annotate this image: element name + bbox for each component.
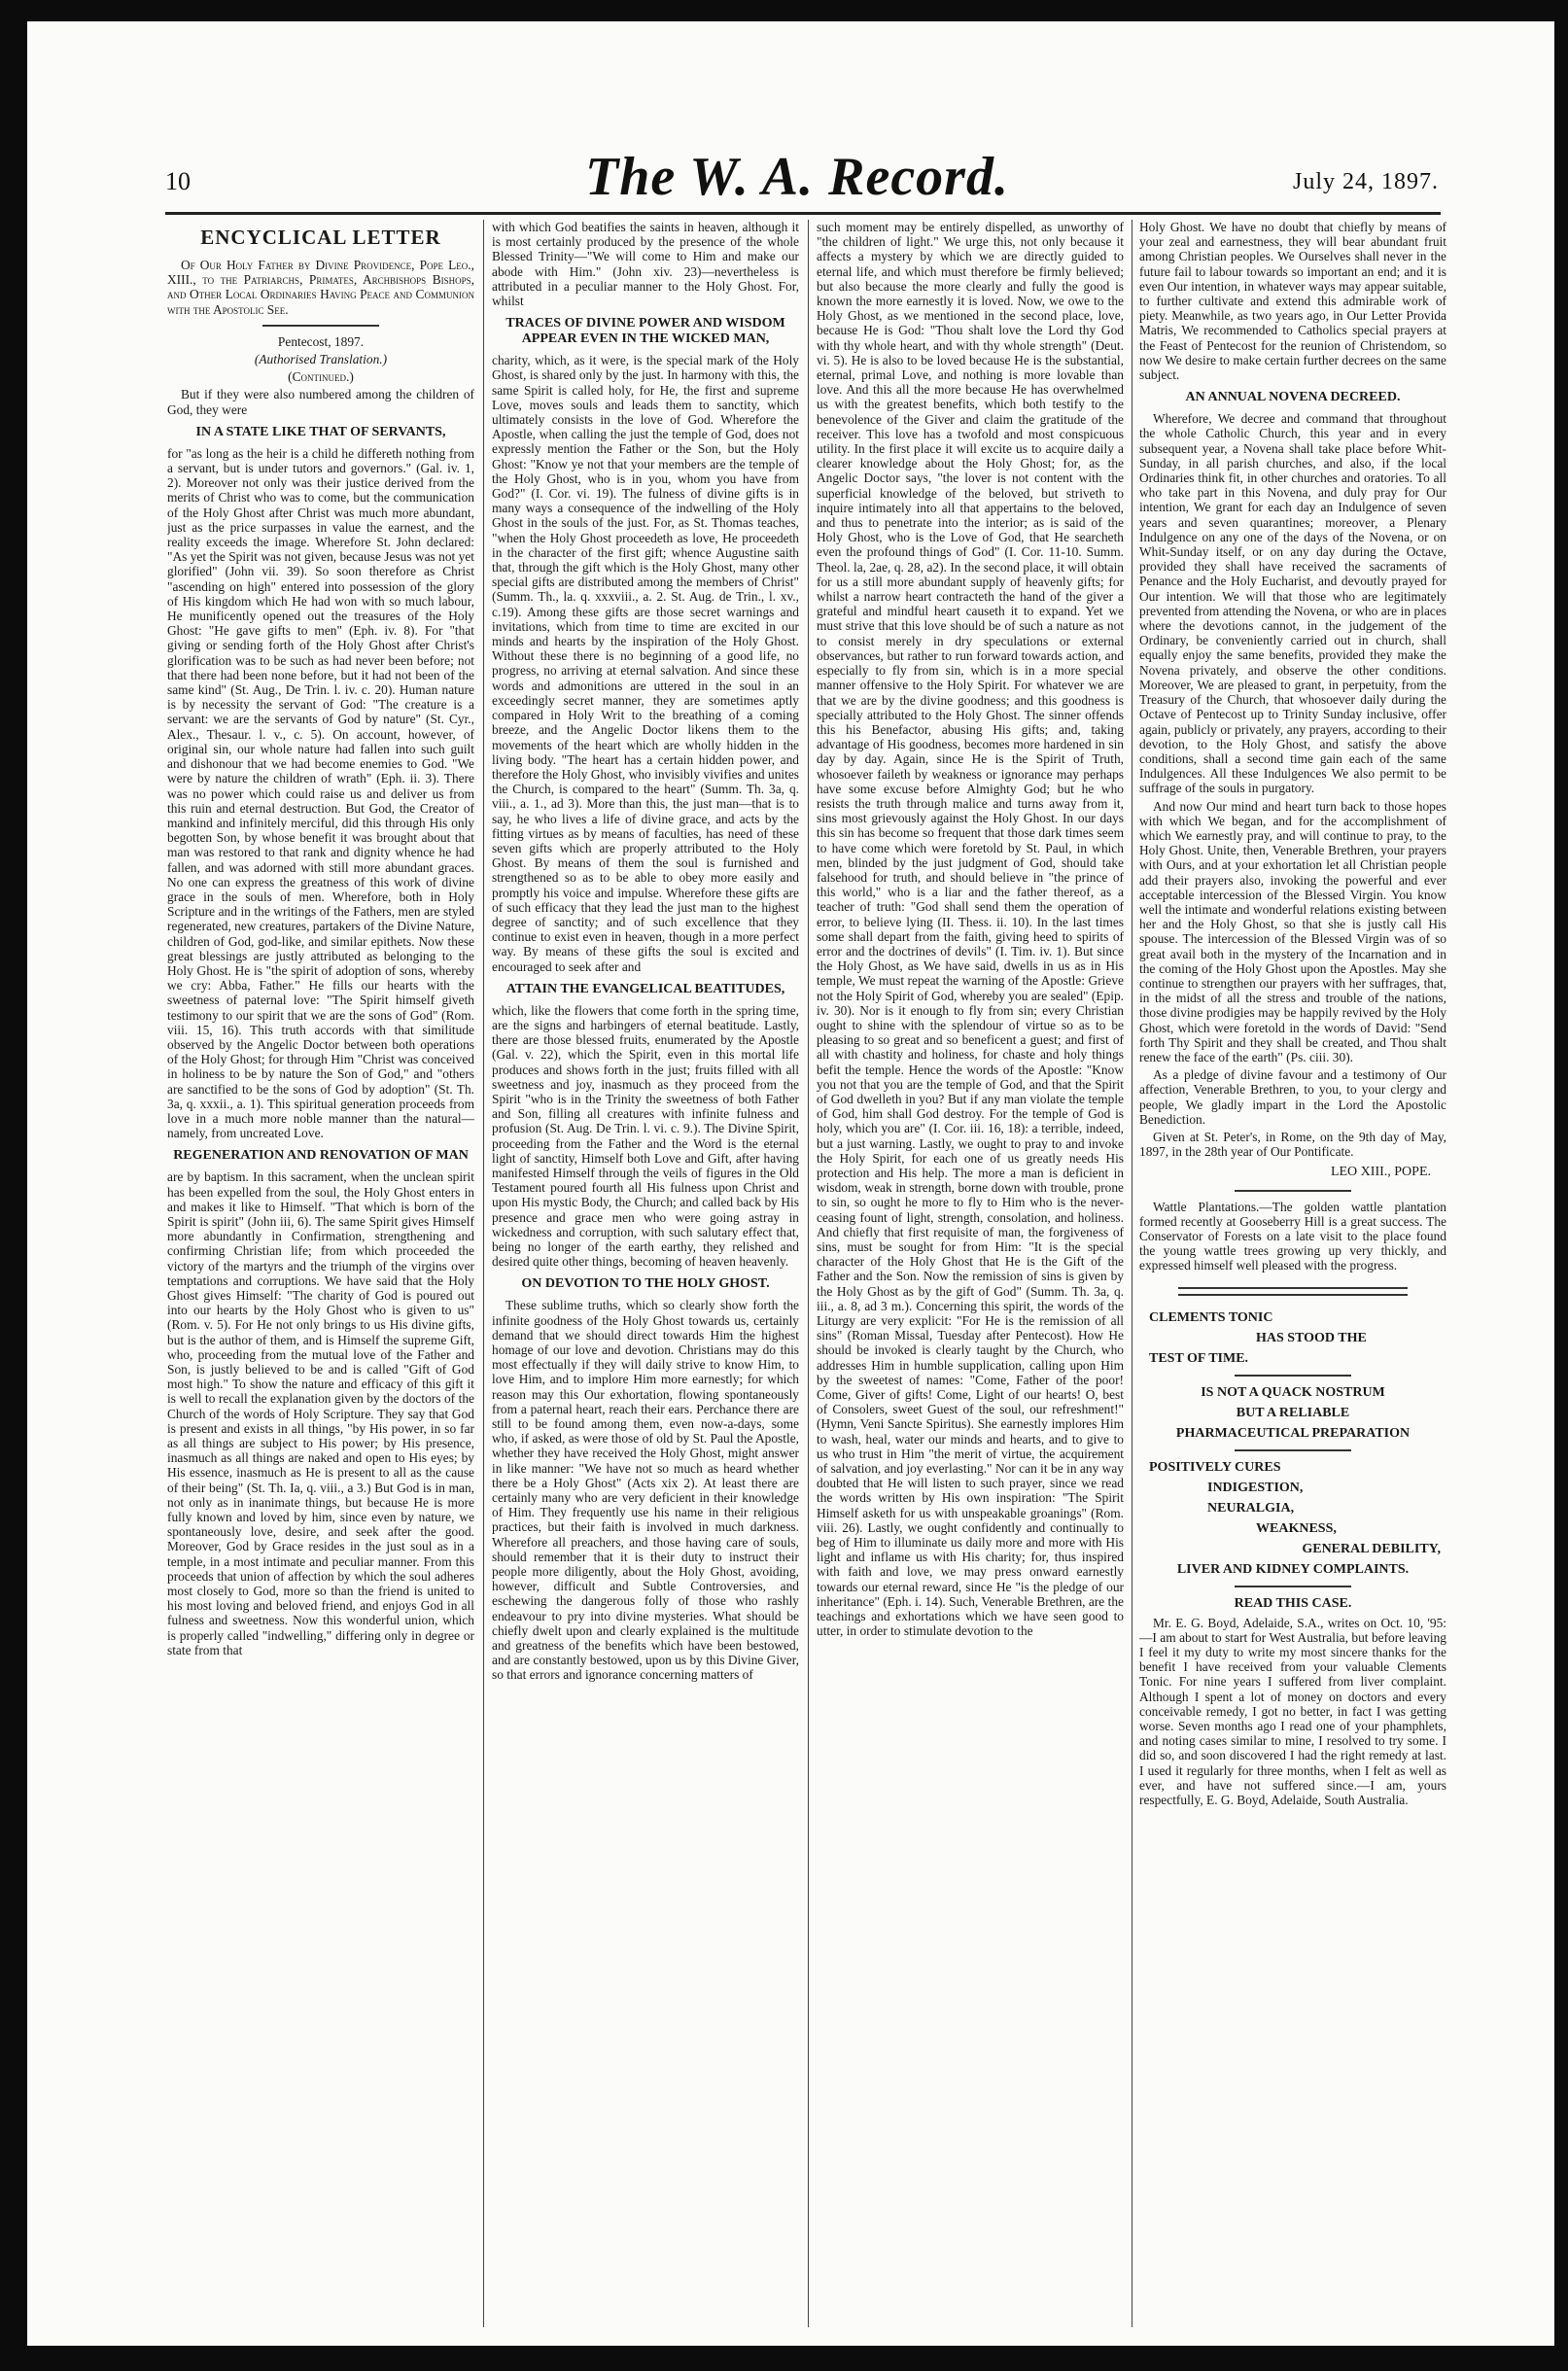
ad-line: PHARMACEUTICAL PREPARATION [1175,1425,1411,1441]
paragraph: charity, which, as it were, is the special mark of the Holy Ghost, is shared only by the just. In harmony with this, the same Spirit is called holy, for He, the first and supreme Love, moves souls and leads them to sanctity, which ultimately consists in the love of God. Wherefore the Apostle, when calling the just the temple of God, does not expressly mention the Father or the Son, but the Holy Ghost: "Know ye not that your members are the temple of the Holy Ghost, who is in you, whom you have from God?" (I. Cor. vi. 19). The fulness of divine gifts is in many ways a consequence of the indwelling of the Holy Ghost in the souls of the just. For, as St. Thomas teaches, "when the Holy Ghost proceedeth as love, He proceedeth in the character of the first gift; whence Augustine saith that, through the gift which is the Holy Ghost, many other special gifts are distributed among the members of Christ" (Summ. Th., la. q. xxxviii., a. 2. St. Aug. de Trin., l. xv., c.19). Among these gifts are those secret warnings and invitations, which from time to time are excited in our minds and hearts by the inspiration of the Holy Ghost. Without these there is no beginning of a good life, no progress, no arriving at eternal salvation. And since these words and admonitions are uttered in the soul in an exceedingly secret manner, they are sometimes aptly compared in Holy Writ to the breathing of a coming breeze, and the Angelic Doctor likens them to the movements of the heart which are wholly hidden in the living body. "The heart has a certain hidden power, and therefore the Holy Ghost, who invisibly vivifies and unites the Church, is compared to the heart" (Summ. Th. 3a, q. viii., a. 1., ad 3). More than this, the just man—that is to say, he who lives a life of divine grace, and acts by the fitting virtues as by means of faculties, has need of these seven gifts which are properly attributed to the Holy Ghost. By means of them the soul is furnished and strengthened so as to be able to obey more easily and promptly his voice and impulse. Wherefore these gifts are of such efficacy that they lead the just man to the highest degree of sanctity; and of such excellence that they continue to exist even in heaven, though in a more perfect way. By means of these gifts the soul is excited and encouraged to seek after and [492,353,799,974]
subheading: TRACES OF DIVINE POWER AND WISDOM APPEAR EVEN IN THE WICKED MAN, [505,316,785,347]
scan-border-left [0,0,27,2371]
ad-line: READ THIS CASE. [1234,1595,1352,1611]
paragraph: for "as long as the heir is a child he differeth nothing from a servant, but is under tutors and governors." (Gal. iv. 1, 2). Moreover not only was their justice derived from the merits of Christ who was to come, but the communication of the Holy Ghost after Christ was much more abundant, just as the price surpasses in value the earnest, and the reality exceeds the image. Wherefore St. John declared: "As yet the Spirit was not given, because Jesus was not yet glorified" (John vii. 39). So soon therefore as Christ "ascending on high" entered into possession of the glory of His kingdom which He had won with so much labour, He munificently opened out the treasures of the Holy Ghost: "He gave gifts to men" (Eph. iv. 8). For "that giving or sending forth of the Holy Ghost after Christ's glorification was to be such as had never been before; not that there had been none before, but it had not been of the same kind" (St. Aug., De Trin. l. iv. c. 20). Human nature is by necessity the servant of God: "The creature is a servant: we are the servants of God by nature" (St. Cyr., Alex., Thesaur. l. v., c. 5). On account, however, of original sin, our whole nature had fallen into such guilt and dishonour that we had become enemies to God. "We were by nature the children of wrath" (Eph. ii. 3). There was no power which could raise us and deliver us from this ruin and eternal destruction. But God, the Creator of mankind and infinitely merciful, did this through His only begotten Son, by whose benefit it was brought about that man was restored to that rank and dignity whence he had fallen, and was adorned with still more abundant graces. No one can express the greatness of this work of divine grace in the souls of men. Wherefore, both in Holy Scripture and in the writings of the Fathers, men are styled regenerated, new creatures, partakers of the Divine Nature, children of God, god-like, and similar epithets. Now these great blessings are justly attributed as belonging to the Holy Ghost. He is "the spirit of adoption of sons, whereby we cry: Abba, Father." He fills our hearts with the sweetness of paternal love: "The Spirit himself giveth testimony to our spirit that we are the sons of God" (Rom. viii. 15, 16). This truth accords with that similitude observed by the Angelic Doctor between both operations of the Holy Ghost; for through Him "Christ was conceived in holiness to be by nature the Son of God," and "others are sanctified to be the sons of God by adoption" (St. Th. 3a, q. xxxii., a. 1). This spiritual generation proceeds from love in a much more noble manner than the natural—namely, from uncreated Love. [167,445,474,1141]
column-3 [817,220,1124,2329]
divider [1235,1586,1351,1587]
ad-line: GENERAL DEBILITY, [1302,1541,1441,1556]
ad-line: LIVER AND KIDNEY COMPLAINTS. [1176,1561,1410,1577]
double-rule [1178,1287,1408,1296]
testimonial: Mr. E. G. Boyd, Adelaide, S.A., writes on Oct. 10, '95:—I am about to start for West Australia, but before leaving I feel it my duty to write my most sincere thanks for the benefit I have received from your valuable Clements Tonic. For nine years I suffered from liver complaint. Although I spent a lot of money on doctors and every conceivable remedy, I got no better, in fact I was getting worse. Seven months ago I read one of your phamphlets, and noting cases similar to mine, I resolved to try some. I did so, and soon discovered I had the right remedy at last. I used it regularly for three months, when I felt as well as ever, and have not suffered since.—I am, yours respectfully, E. G. Boyd, Adelaide, South Australia. [1139,1615,1446,1808]
subheading: IN A STATE LIKE THAT OF SERVANTS, [195,424,446,439]
column-4 [1139,220,1446,2329]
column-divider [808,220,809,2327]
scan-border-top [0,0,1568,21]
ad-line: WEAKNESS, [1256,1520,1337,1536]
ad-line: HAS STOOD THE [1256,1330,1367,1345]
paragraph: are by baptism. In this sacrament, when the unclean spirit has been expelled from the soul, the Holy Ghost enters in and makes it like to Himself. "That which is born of the Spirit is spirit" (John iii, 6). The same Spirit gives Himself more abundantly in Confirmation, strengthening and confirming Christian life; from which proceeded the victory of the martyrs and the triumph of the virgins over temptations and corruptions. We have said that the Holy Ghost gives Himself: "The charity of God is poured out into our hearts by the Holy Ghost who is given to us" (Rom. v. 5). For He not only brings to us His divine gifts, but is the author of them, and is Himself the supreme Gift, who, proceeding from the mutual love of the Father and Son, is justly believed to be and is called "Gift of God most high." To show the nature and efficacy of this gift it is well to recall the explanation given by the doctors of the Church of the words of Holy Scripture. They say that God is present and exists in all things, "by His power, in so far as all things are subject to His power; by His presence, inasmuch as all things are naked and open to His eyes; by His essence, inasmuch as He is present to all as the cause of their being" (St. Th. Ia, q. viii., a 3.) But God is in man, not only as in inanimate things, but because He is more fully known and loved by him, since even by nature, we spontaneously love, desire, and seek after the good. Moreover, God by Grace resides in the just soul as in a temple, in a most intimate and peculiar manner. From this proceeds that union of affection by which the soul adheres most closely to God, more so than the friend is united to his most loving and beloved friend, and enjoys God in all fulness and sweetness. Now this wonderful union, which is properly called "indwelling," differing only in degree or state from that [167,1169,474,1657]
ad-line: POSITIVELY CURES [1149,1459,1281,1475]
page-header [165,146,1439,207]
paragraph: But if they were also numbered among the children of God, they were [167,387,474,417]
signature: LEO XIII., POPE. [1330,1165,1431,1180]
column-divider [483,220,484,2327]
ad-line: BUT A RELIABLE [1236,1405,1350,1420]
news-item-wattle: Wattle Plantations.—The golden wattle plantation formed recently at Gooseberry Hill is a great success. The Conservator of Forests on a late visit to the place found the young wattle trees growing up very thickly, and expressed himself well pleased with the progress. [1139,1199,1446,1273]
continued-note: (Continued.) [288,369,354,385]
paragraph: As a pledge of divine favour and a testimony of Our affection, Venerable Brethren, to you, to your clergy and people, We gladly impart in the Lord the Apostolic Benediction. [1139,1067,1446,1127]
paragraph: with which God beatifies the saints in heaven, although it is most certainly produced by the presence of the whole Blessed Trinity—"We will come to Him and make our abode with Him." (John xiv. 23)—nevertheless is attributed in a peculiar manner to the Holy Ghost. For, whilst [492,220,799,309]
ad-line: IS NOT A QUACK NOSTRUM [1201,1384,1385,1400]
dateline: Pentecost, 1897. [277,333,365,349]
subheading: ON DEVOTION TO THE HOLY GHOST. [521,1276,770,1292]
scan-border-bottom [0,2346,1568,2371]
paragraph: such moment may be entirely dispelled, as unworthy of "the children of light." We urge this, not only because it affects a mystery by which we are directly guided to eternal life, and which must therefore be firmly believed; but also because the more clearly and fully the good is known the more earnestly it is loved. Now, we owe to the Holy Ghost, as we mentioned in the second place, love, because He is God: "Thou shalt love the Lord thy God with thy whole heart, and with thy whole strength" (Deut. vi. 5). He is also to be loved because He is the substantial, eternal, primal Love, and nothing is more lovable than love. And this all the more because He has overwhelmed us with the greatest benefits, which both testify to the benevolence of the Giver and claim the gratitude of the receiver. This love has a twofold and most conspicuous utility. In the first place it will excite us to acquire daily a clearer knowledge about the Holy Ghost; for, as the Angelic Doctor says, "the lover is not content with the superficial knowledge of the beloved, but striveth to inquire intimately into all that appertains to the beloved, and thus to penetrate into the interior; as is said of the Holy Ghost, who is the Love of God, that He searcheth even the profound things of God" (I. Cor. 11-10. Summ. Theol. la, 2ae, q. 28, a2). In the second place, it will obtain for us a still more abundant supply of heavenly gifts; for whilst a narrow heart contracteth the hand of the giver a grateful and mindful heart causeth it to expand. Yet we must strive that this love should be of such a nature as not to consist merely in dry speculations or external observances, but rather to run forward towards action, and especially to fly from sin, which is in a more special manner offensive to the Holy Spirit. For whatever we are that we are by the divine goodness; and this goodness is specially attributed to the Holy Ghost. The sinner offends this his Benefactor, abusing His gifts; and, taking advantage of His goodness, becomes more hardened in sin day by day. Again, since He is the Spirit of Truth, whosoever faileth by weakness or ignorance may perhaps have some excuse before Almighty God; but he who resists the truth through malice and turns away from it, sins most grievously against the Holy Ghost. In our days this sin has become so frequent that those dark times seem to have come which were foretold by St. Paul, in which men, blinded by the just judgment of God, should take falsehood for truth, and should believe in "the prince of this world," who is a liar and the father thereof, as a teacher of truth: "God shall send them the operation of error, to believe lying (II. Thess. ii. 10). In the last times some shall depart from the faith, giving heed to spirits of error and the doctrines of devils" (I. Tim. iv. 1). But since the Holy Ghost, as We have said, dwells in us as in His temple, We must repeat the warning of the Apostle: Grieve not the Holy Spirit of God, whereby you are sealed" (Epip. iv. 30). Nor is it enough to fly from sin; every Christian ought to shine with the splendour of virtue so as to be pleasing to so great and so beneficent a guest; and first of all with chastity and holiness, for chaste and holy things befit the temple. Hence the words of the Apostle: "Know you not that you are the temple of God, and that the Spirit of God dwelleth in you? But if any man violate the temple of God, him shall God destroy. For the temple of God is holy, which you are" (I. Cor. iii. 16, 18): a terrible, indeed, but a just warning. Lastly, we ought to pray to and invoke the Holy Spirit, for each one of us greatly needs His protection and His help. The more a man is deficient in wisdom, weak in strength, borne down with trouble, prone to sin, so ought he more to fly to Him who is the never-ceasing fount of light, strength, consolation, and holiness. And chiefly that first requisite of man, the forgiveness of sins, must be sought for from Him: "It is the special character of the Holy Ghost that He is the Gift of the Father and the Son. Now the remission of sins is given by the Holy Ghost as by the gift of God" (Summ. Th. 3a, q. iii., a. 8, ad 3 m.). Concerning this spirit, the words of the Liturgy are very explicit: "For He is the remission of all sins" (Roman Missal, Tuesday after Pentecost). How He should be invoked is clearly taught by the Church, who addresses Him in humble supplication, calling upon Him by the sweetest of names: "Come, Father of the poor! Come, Giver of gifts! Come, Light of our hearts! O, best of Consolers, sweet Guest of the soul, our refreshment!" (Hymn, Veni Sancte Spiritus). She earnestly implores Him to wash, heal, water our minds and hearts, and to give to us who trust in Him "the merit of virtue, the acquirement of salvation, and joy everlasting." Nor can it be in any way doubted that He will listen to such prayer, since we read the words written by His own inspiration: "The Spirit Himself asketh for us with unspeakable groanings" (Rom. viii. 26). Lastly, we ought confidently and continually to beg of Him to illuminate us daily more and more with His light and inflame us with His charity; for, thus inspired with faith and love, we may press onward earnestly towards our eternal reward, since He "is the pledge of our inheritance" (Eph. i. 14). Such, Venerable Brethren, are the teachings and exhortations which we have seen good to utter, in order to stimulate devotion to the [817,220,1124,1639]
subheading: AN ANNUAL NOVENA DECREED. [1185,390,1401,405]
subheading: REGENERATION AND RENOVATION OF MAN [173,1148,469,1164]
paragraph: Holy Ghost. We have no doubt that chiefly by means of your zeal and earnestness, they will bear abundant fruit among Christian peoples. We Ourselves shall never in the future fail to labour towards so important an end; and it is even Our intention, in whatever ways may appear suitable, to further cultivate and extend this admirable work of piety. Meanwhile, as two years ago, in Our Letter Provida Matris, We recommended to Catholics special prayers at the Feast of Pentecost for the reunion of Christendom, so now We desire to make certain further decrees on the same subject. [1139,220,1446,383]
page-number: 10 [165,167,191,195]
ad-line: CLEMENTS TONIC [1149,1309,1273,1325]
paragraph: These sublime truths, which so clearly show forth the infinite goodness of the Holy Ghost towards us, certainly demand that we should direct towards Him the highest homage of our love and devotion. Christians may do this most effectually if they will daily strive to know Him, to love Him, and to implore Him more earnestly; for which reason may this Our exhortation, flowing spontaneously from a paternal heart, reach their ears. Perchance there are still to be found among them, even now-a-days, some who, if asked, as were those of old by St. Paul the Apostle, whether they have received the Holy Ghost, might answer in like manner: "We have not so much as heard whether there be a Holy Ghost" (Acts xix 2). At least there are certainly many who are very deficient in their knowledge of Him. They frequently use his name in their religious practices, but their faith is involved in much darkness. Wherefore all preachers, and those having care of souls, should remember that it is their duty to instruct their people more diligently, about the Holy Ghost, avoiding, however, difficult and Subtle Controversies, and eschewing the dangerous folly of those who rashly endeavour to pry into divine mysteries. What should be chiefly dwelt upon and clearly explained is the multitude and greatness of the benefits which have been bestowed, and are constantly bestowed, upon us by this Divine Giver, so that errors and ignorance concerning matters of [492,1298,799,1683]
translation-note: (Authorised Translation.) [254,352,388,367]
subheading: ATTAIN THE EVANGELICAL BEATITUDES, [505,981,785,996]
divider [262,325,379,327]
divider [1235,1449,1351,1451]
ad-line: TEST OF TIME. [1149,1350,1249,1366]
article-title: ENCYCLICAL LETTER [200,226,441,249]
article-intro: Of Our Holy Father by Divine Providence, Pope Leo., XIII., to the Patriarchs, Primates, Archbishops Bishops, and Other Local Ordinaries Having Peace and Communion with the Apostolic See. [167,258,474,317]
divider [1235,1375,1351,1377]
issue-date: July 24, 1897. [1292,169,1439,194]
column-2 [492,220,799,2329]
paragraph: And now Our mind and heart turn back to those hopes with which We began, and for the accomplishment of which We earnestly pray, and will continue to pray, to the Holy Ghost. Unite, then, Venerable Brethren, your prayers with Ours, and at your exhortation let all Christian people add their prayers also, invoking the powerful and ever acceptable intercession of the Blessed Virgin. You know well the intimate and wonderful relations existing between her and the Holy Ghost, so that she is justly call His spouse. The intercession of the Blessed Virgin was of so great avail both in the mystery of the Incarnation and in the coming of the Holy Ghost upon the Apostles. May she continue to strengthen our prayers with her suffrages, that, in the midst of all the stress and trouble of the nations, those divine prodigies may be happily revived by the Holy Ghost, which were foretold in the words of David: "Send forth Thy Spirit and they shall be created, and Thou shalt renew the face of the earth" (Ps. ciii. 30). [1139,798,1446,1064]
paragraph: Wherefore, We decree and command that throughout the whole Catholic Church, this year and in every subsequent year, a Novena shall take place before Whit-Sunday, in all parish churches, and also, if the local Ordinaries think fit, in other churches and oratories. To all who take part in this Novena, and duly pray for Our intention, We grant for each day an Indulgence of seven years and seven quarantines; moreover, a Plenary Indulgence on any one of the days of the Novena, or on Whit-Sunday itself, or on any day during the Octave, provided they shall have received the sacraments of Penance and the Holy Eucharist, and devoutly prayed for Our intention. We will that those who are legitimately prevented from attending the Novena, or who are in places where the devotions cannot, in the judgement of the Ordinary, be conveniently carried out in church, shall equally enjoy the same benefits, provided they make the Novena privately, and observe the other conditions. Moreover, We are pleased to grant, in perpetuity, from the Treasury of the Church, that whosoever daily during the Octave of Pentecost up to Trinity Sunday inclusive, offer again, publicly or privately, any prayers, according to their devotion, to the Holy Ghost, and satisfy the above conditions, shall a second time gain each of the same Indulgences. All these Indulgences We also permit to be suffrage of the souls in purgatory. [1139,411,1446,796]
ad-line: INDIGESTION, [1207,1480,1304,1495]
header-rule [165,212,1441,215]
masthead: The W. A. Record. [585,147,1009,207]
paragraph: which, like the flowers that come forth in the spring time, are the signs and harbingers of eternal beatitude. Lastly, there are those blessed fruits, enumerated by the Apostle (Gal. v. 22), which the Spirit, even in this mortal life produces and shows forth in the just; fruits filled with all sweetness and joy, inasmuch as they proceed from the Spirit "who is in the Trinity the sweetness of both Father and Son, filling all creatures with infinite fulness and profusion (St. Aug. De Trin. l. vi. c. 9.). The Divine Spirit, proceeding from the Father and the Word is the eternal light of sanctity, Himself both Love and Gift, after having manifested Himself through the veils of figures in the Old Testament poured fourth all His fulness upon Christ and upon His mystic Body, the Church; and called back by His presence and grace men who were going astray in wickedness and corruption, with such salutary effect that, being no longer of the earth earthy, they relished and desired quite other things, becoming of heaven heavenly. [492,1002,799,1270]
paragraph: Given at St. Peter's, in Rome, on the 9th day of May, 1897, in the 28th year of Our Pontificate. [1139,1129,1446,1160]
divider [1235,1190,1351,1192]
column-1 [167,220,474,2329]
ad-line: NEURALGIA, [1207,1500,1295,1516]
scan-border-right [1554,0,1568,2371]
